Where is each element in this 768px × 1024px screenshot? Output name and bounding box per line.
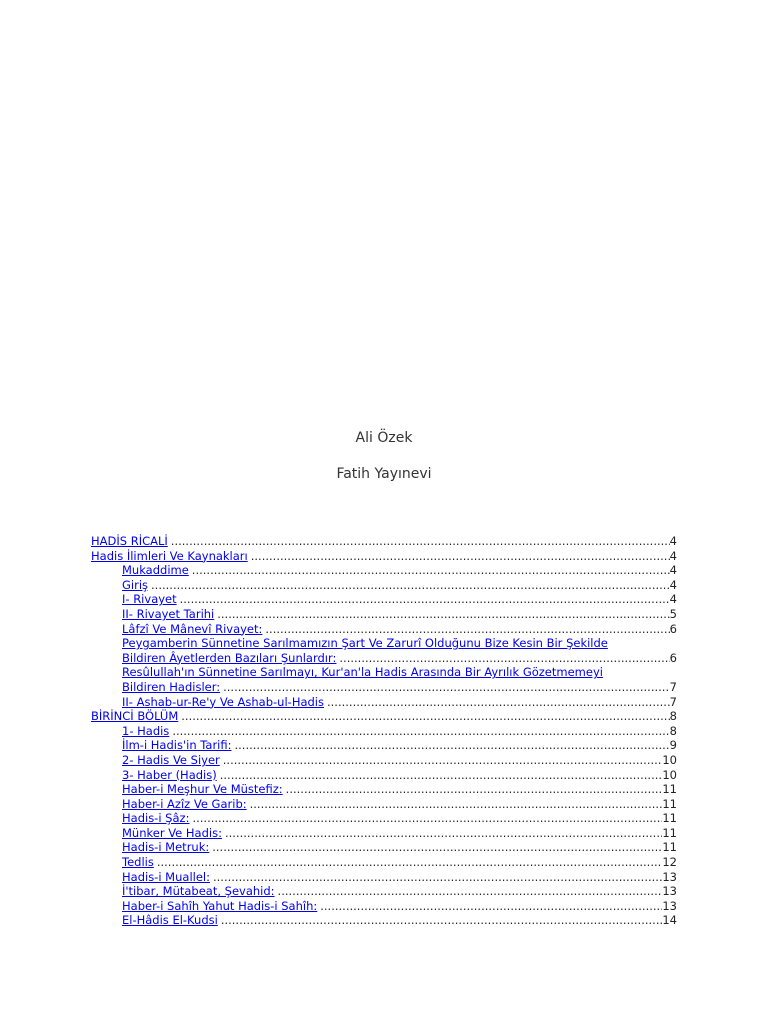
- toc-dot-leader: [221, 913, 663, 928]
- toc-entry: [91, 578, 677, 593]
- toc-entry-link[interactable]: Resûlullah'ın Sünnetine Sarılmayı, Kur'an'la Hadis Arasında Bir Ayrılık Gözetmemeyi: [122, 665, 603, 680]
- toc-page-number: 14: [662, 913, 677, 928]
- toc-entry-link[interactable]: Tedlis: [122, 855, 154, 870]
- toc-dot-leader: [151, 578, 670, 593]
- toc-dot-leader: [192, 811, 662, 826]
- toc-entry: [91, 534, 677, 549]
- toc-page-number: 4: [669, 592, 677, 607]
- toc-entry-link[interactable]: Mukaddime: [122, 563, 189, 578]
- toc-entry-link[interactable]: Bildiren Âyetlerden Bazıları Şunlardır:: [122, 650, 337, 665]
- toc-dot-leader: [223, 753, 663, 768]
- toc-entry: [91, 607, 677, 622]
- publisher-name: Fatih Yayınevi: [336, 466, 432, 482]
- toc-page-number: 13: [662, 869, 677, 884]
- toc-dot-leader: [181, 709, 669, 724]
- toc-entry: [91, 884, 677, 899]
- toc-entry: [91, 665, 677, 680]
- toc-page-number: 11: [662, 840, 677, 855]
- table-of-contents: [91, 534, 677, 928]
- toc-page-number: 6: [669, 650, 677, 665]
- toc-entry-link[interactable]: 2- Hadis Ve Siyer: [122, 752, 220, 767]
- toc-entry-link[interactable]: Giriş: [122, 577, 149, 592]
- toc-page-number: 7: [669, 679, 677, 694]
- toc-dot-leader: [286, 782, 663, 797]
- toc-entry: [91, 738, 677, 753]
- toc-dot-leader: [234, 738, 669, 753]
- toc-page-number: 11: [662, 796, 677, 811]
- toc-entry-link[interactable]: Hadis-i Şâz:: [122, 811, 190, 826]
- toc-page-number: 13: [662, 884, 677, 899]
- toc-dot-leader: [223, 680, 670, 695]
- toc-page-number: 11: [662, 811, 677, 826]
- toc-dot-leader: [327, 695, 670, 710]
- toc-entry-link[interactable]: II- Rivayet Tarihi: [122, 606, 215, 621]
- toc-entry-link[interactable]: İlm-i Hadis'in Tarifi:: [122, 738, 232, 753]
- toc-entry-link[interactable]: El-Hâdis El-Kudsi: [122, 913, 218, 928]
- toc-entry: [91, 811, 677, 826]
- toc-page-number: 5: [669, 606, 677, 621]
- toc-entry: [91, 753, 677, 768]
- toc-entry-link[interactable]: Münker Ve Hadis:: [122, 825, 222, 840]
- toc-entry: [91, 709, 677, 724]
- toc-page-number: 4: [669, 548, 677, 563]
- toc-dot-leader: [278, 884, 663, 899]
- toc-dot-leader: [212, 840, 662, 855]
- toc-page-number: 10: [662, 752, 677, 767]
- toc-entry-link[interactable]: 3- Haber (Hadis): [122, 767, 217, 782]
- toc-entry: [91, 680, 677, 695]
- toc-page-number: 8: [669, 723, 677, 738]
- toc-dot-leader: [265, 622, 669, 637]
- toc-page-number: 4: [669, 577, 677, 592]
- toc-page-number: 7: [669, 694, 677, 709]
- toc-dot-leader: [171, 534, 670, 549]
- toc-entry: [91, 592, 677, 607]
- toc-entry: [91, 899, 677, 914]
- toc-entry-link[interactable]: Peygamberin Sünnetine Sarılmamızın Şart Ve Zarurî Olduğunu Bize Kesin Bir Şekilde: [122, 636, 608, 651]
- toc-dot-leader: [339, 651, 669, 666]
- toc-entry: [91, 724, 677, 739]
- toc-dot-leader: [251, 549, 670, 564]
- toc-dot-leader: [225, 826, 662, 841]
- toc-entry: [91, 651, 677, 666]
- toc-entry: [91, 563, 677, 578]
- toc-page-number: 11: [662, 782, 677, 797]
- toc-entry: [91, 782, 677, 797]
- toc-entry: [91, 797, 677, 812]
- toc-entry: [91, 840, 677, 855]
- toc-entry: [91, 913, 677, 928]
- toc-dot-leader: [172, 724, 669, 739]
- toc-dot-leader: [192, 563, 670, 578]
- toc-dot-leader: [180, 592, 670, 607]
- toc-entry-link[interactable]: 1- Hadis: [122, 723, 170, 738]
- toc-page-number: 9: [669, 738, 677, 753]
- toc-page-number: 8: [669, 709, 677, 724]
- toc-entry-link[interactable]: II- Ashab-ur-Re'y Ve Ashab-ul-Hadis: [122, 694, 324, 709]
- toc-page-number: 10: [662, 767, 677, 782]
- toc-dot-leader: [217, 607, 669, 622]
- toc-entry-link[interactable]: I- Rivayet: [122, 592, 177, 607]
- toc-entry: [91, 695, 677, 710]
- toc-entry-link[interactable]: Hadis İlimleri Ve Kaynakları: [91, 548, 248, 563]
- toc-entry: [91, 768, 677, 783]
- toc-entry-link[interactable]: Haber-i Meşhur Ve Müstefiz:: [122, 782, 283, 797]
- toc-page-number: 12: [662, 855, 677, 870]
- toc-entry: [91, 549, 677, 564]
- toc-entry-link[interactable]: BİRİNCİ BÖLÜM: [91, 709, 179, 724]
- toc-page-number: 6: [669, 621, 677, 636]
- toc-dot-leader: [220, 768, 663, 783]
- toc-dot-leader: [320, 899, 662, 914]
- toc-entry: [91, 870, 677, 885]
- toc-page-number: 4: [669, 563, 677, 578]
- toc-entry-link[interactable]: Hadis-i Metruk:: [122, 840, 210, 855]
- toc-dot-leader: [213, 870, 662, 885]
- toc-entry-link[interactable]: HADİS RİCALİ: [91, 534, 168, 548]
- toc-entry: [91, 636, 677, 651]
- toc-entry: [91, 855, 677, 870]
- toc-entry-link[interactable]: Lâfzî Ve Mânevî Rivayet:: [122, 621, 263, 636]
- toc-entry-link[interactable]: Haber-i Azîz Ve Garib:: [122, 796, 247, 811]
- toc-dot-leader: [250, 797, 663, 812]
- toc-entry-link[interactable]: Bildiren Hadisler:: [122, 679, 221, 694]
- author-name: Ali Özek: [355, 430, 413, 446]
- toc-entry-link[interactable]: Hadis-i Muallel:: [122, 869, 210, 884]
- toc-page-number: 11: [662, 825, 677, 840]
- toc-page-number: 13: [662, 898, 677, 913]
- toc-entry: [91, 826, 677, 841]
- toc-dot-leader: [157, 855, 663, 870]
- toc-entry: [91, 622, 677, 637]
- toc-page-number: 4: [669, 534, 677, 548]
- toc-entry-link[interactable]: Haber-i Sahîh Yahut Hadis-i Sahîh:: [122, 898, 318, 913]
- toc-entry-link[interactable]: İ'tibar, Mütabeat, Şevahid:: [122, 884, 275, 899]
